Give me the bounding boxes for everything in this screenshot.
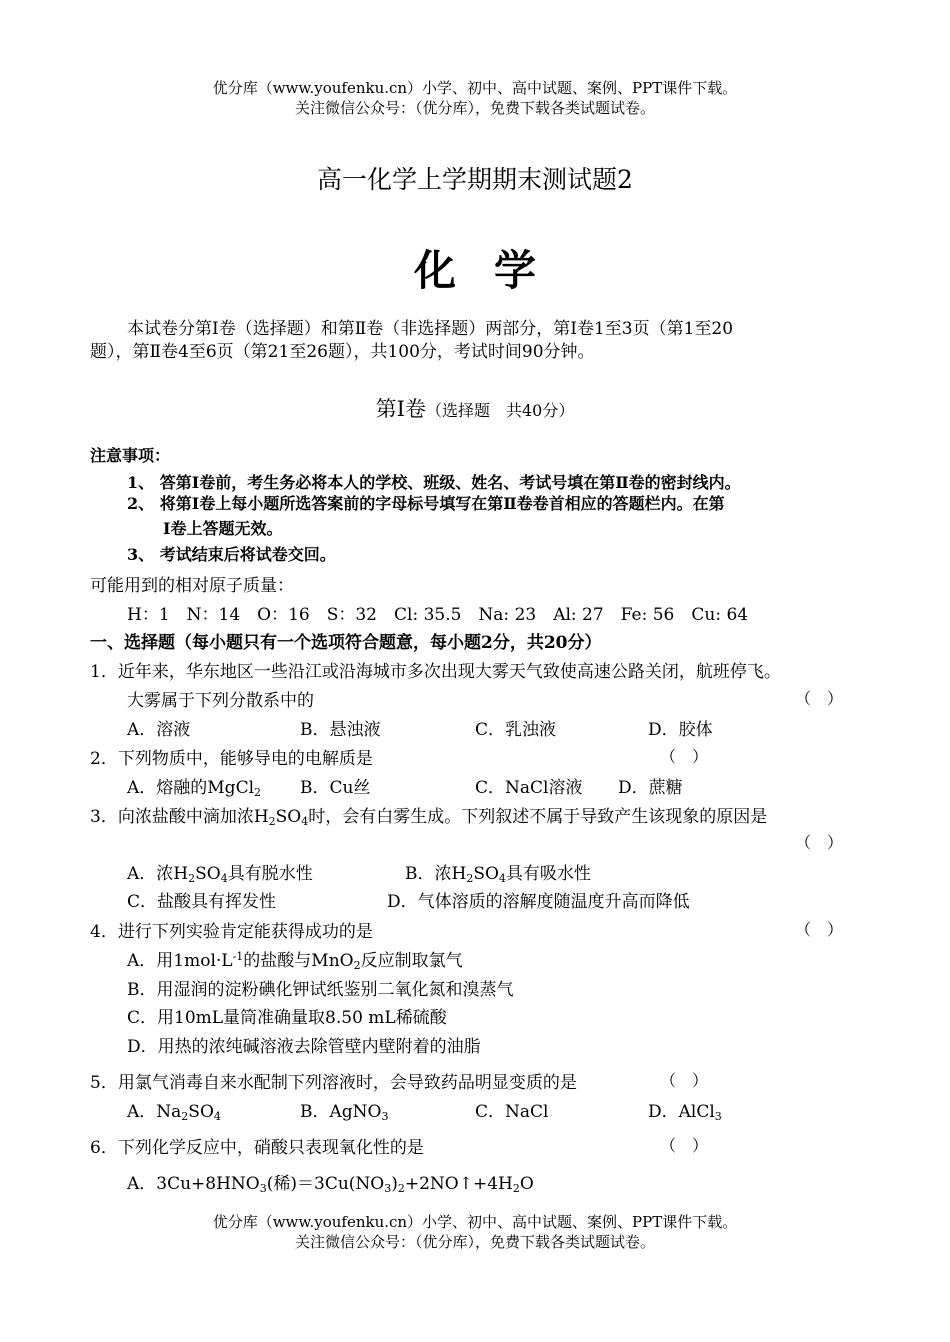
notice-label: 注意事项： <box>90 446 171 465</box>
q4-option-a-text-3: 反应制取氯气 <box>360 951 463 971</box>
q3-option-d: D．气体溶质的溶解度随温度升高而降低 <box>387 892 690 912</box>
q6-option-a-sub-3: 2 <box>397 1182 405 1195</box>
q4-option-a-text-2: 的盐酸与MnO <box>243 951 354 971</box>
q4-answer-blank: （ ） <box>795 920 844 939</box>
q2-stem: 2．下列物质中，能够导电的电解质是 <box>90 749 373 769</box>
q2-option-d: D．蔗糖 <box>618 778 683 798</box>
q1-stem-line-1: 1．近年来，华东地区一些沿江或沿海城市多次出现大雾天气致使高速公路关闭，航班停飞。 <box>90 662 781 682</box>
q4-option-c: C．用10mL量筒准确量取8.50 mL稀硫酸 <box>127 1008 447 1028</box>
q6-option-a <box>127 1169 534 1194</box>
notice-item-3: 3、 考试结束后将试卷交回。 <box>127 545 336 564</box>
subject-title: 化学 <box>413 246 574 295</box>
q6-option-a-sub-2: 3 <box>384 1182 392 1195</box>
q4-option-a-sup: -1 <box>232 950 244 963</box>
q6-option-a-text-3: ) <box>391 1174 398 1194</box>
q3-answer-blank: （ ） <box>795 833 844 852</box>
q3-option-b-sub-1: 2 <box>466 872 474 885</box>
q1-option-d: D．胶体 <box>648 720 713 740</box>
footer-line-1: 优分库（www.youfenku.cn）小学、初中、高中试题、案例、PPT课件下载。 <box>212 1213 738 1231</box>
q3-option-a <box>127 859 313 884</box>
q2-option-c: C．NaCl溶液 <box>475 778 583 798</box>
q1-option-c: C．乳浊液 <box>475 720 557 740</box>
notice-item-1: 1、 答第Ⅰ卷前，考生务必将本人的学校、班级、姓名、考试号填在第Ⅱ卷的密封线内。 <box>127 473 741 492</box>
part-one-sub: （选择题 共40分） <box>425 401 575 420</box>
q5-option-c: C．NaCl <box>475 1102 549 1122</box>
q3-stem-sub-2: 4 <box>301 815 309 828</box>
q2-option-a-text: A．熔融的MgCl <box>127 778 255 798</box>
q4-option-a-sub: 2 <box>353 959 361 972</box>
q3-stem-text-1: 3．向浓盐酸中滴加浓H <box>90 807 269 827</box>
header-line-2: 关注微信公众号：（优分库），免费下载各类试题试卷。 <box>294 99 655 117</box>
q5-answer-blank: （ ） <box>660 1071 709 1090</box>
q5-stem: 5．用氯气消毒自来水配制下列溶液时，会导致药品明显变质的是 <box>90 1073 577 1093</box>
atomic-mass-values: H：1 N：14 O：16 S：32 Cl: 35.5 Na: 23 Al: 27 Fe: 56 Cu: 64 <box>127 605 749 625</box>
q3-option-c: C．盐酸具有挥发性 <box>127 892 277 912</box>
exam-title: 高一化学上学期期末测试题2 <box>317 165 633 194</box>
q2-option-a-sub: 2 <box>254 786 262 799</box>
q6-option-a-text-2: (稀)＝3Cu(NO <box>266 1174 385 1194</box>
notice-item-2: 2、 将第Ⅰ卷上每小题所选答案前的字母标号填写在第Ⅱ卷卷首相应的答题栏内。在第 <box>127 494 725 513</box>
q6-option-a-text-1: A．3Cu+8HNO <box>127 1174 260 1194</box>
q3-option-a-text-1: A．浓H <box>127 864 189 884</box>
q4-option-b: B．用湿润的淀粉碘化钾试纸鉴别二氧化氮和溴蒸气 <box>127 980 514 1000</box>
q4-stem: 4．进行下列实验肯定能获得成功的是 <box>90 922 373 942</box>
part-one-label: 第Ⅰ卷 <box>375 397 426 421</box>
header-line-1: 优分库（www.youfenku.cn）小学、初中、高中试题、案例、PPT课件下载。 <box>212 79 738 97</box>
q5-option-a-sub-1: 2 <box>181 1110 189 1123</box>
q3-stem-text-2: SO <box>275 807 302 827</box>
q1-option-a: A．溶液 <box>127 720 191 740</box>
q5-option-a-text-1: A．Na <box>127 1102 182 1122</box>
q3-option-b-text-3: 具有吸水性 <box>505 864 591 884</box>
q6-option-a-text-4: +2NO↑+4H <box>404 1174 513 1194</box>
q1-option-b: B．悬浊液 <box>300 720 381 740</box>
q4-option-a-text-1: A．用1mol·L <box>127 951 233 971</box>
q2-option-b: B．Cu丝 <box>300 778 371 798</box>
notice-item-2-cont: Ⅰ卷上答题无效。 <box>163 519 283 538</box>
intro-line-2: 题），第Ⅱ卷4至6页（第21至26题），共100分，考试时间90分钟。 <box>90 342 595 362</box>
q3-stem-text-3: 时，会有白雾生成。下列叙述不属于导致产生该现象的原因是 <box>308 807 768 827</box>
q5-option-d-text: D．AlCl <box>648 1102 715 1122</box>
q6-option-a-sub-4: 2 <box>512 1182 520 1195</box>
q6-answer-blank: （ ） <box>660 1136 709 1155</box>
q5-option-a <box>127 1097 221 1122</box>
q1-answer-blank: （ ） <box>795 689 844 708</box>
q6-stem: 6．下列化学反应中，硝酸只表现氧化性的是 <box>90 1138 424 1158</box>
q3-option-a-text-3: 具有脱水性 <box>227 864 313 884</box>
q5-option-d-sub: 3 <box>714 1110 722 1123</box>
q2-option-a <box>127 773 261 798</box>
atomic-mass-label: 可能用到的相对原子质量： <box>90 576 294 596</box>
q1-stem-line-2: 大雾属于下列分散系中的 <box>127 691 314 711</box>
footer-line-2: 关注微信公众号：（优分库），免费下载各类试题试卷。 <box>294 1233 655 1251</box>
q5-option-a-sub-2: 4 <box>213 1110 221 1123</box>
q5-option-d <box>648 1097 722 1122</box>
q5-option-b-text: B．AgNO <box>300 1102 382 1122</box>
q4-option-d: D．用热的浓纯碱溶液去除管壁内壁附着的油脂 <box>127 1037 481 1057</box>
section-one-heading: 一、选择题（每小题只有一个选项符合题意，每小题2分，共20分） <box>90 633 602 653</box>
q3-option-b-sub-2: 4 <box>498 872 506 885</box>
q3-stem <box>90 802 767 827</box>
q2-answer-blank: （ ） <box>660 747 709 766</box>
q5-option-b-sub: 3 <box>381 1110 389 1123</box>
intro-line-1: 本试卷分第Ⅰ卷（选择题）和第Ⅱ卷（非选择题）两部分，第Ⅰ卷1至3页（第1至20 <box>127 319 734 339</box>
q5-option-a-text-2: SO <box>188 1102 214 1122</box>
q3-option-a-text-2: SO <box>195 864 221 884</box>
part-one-heading <box>0 393 950 423</box>
q3-option-a-sub-1: 2 <box>188 872 196 885</box>
q6-option-a-text-5: O <box>519 1174 534 1194</box>
q4-option-a <box>127 946 463 971</box>
q3-option-b <box>405 859 591 884</box>
q6-option-a-sub-1: 3 <box>259 1182 267 1195</box>
q3-option-b-text-1: B．浓H <box>405 864 467 884</box>
q3-stem-sub-1: 2 <box>268 815 276 828</box>
q5-option-b <box>300 1097 388 1122</box>
q3-option-b-text-2: SO <box>473 864 499 884</box>
q3-option-a-sub-2: 4 <box>220 872 228 885</box>
